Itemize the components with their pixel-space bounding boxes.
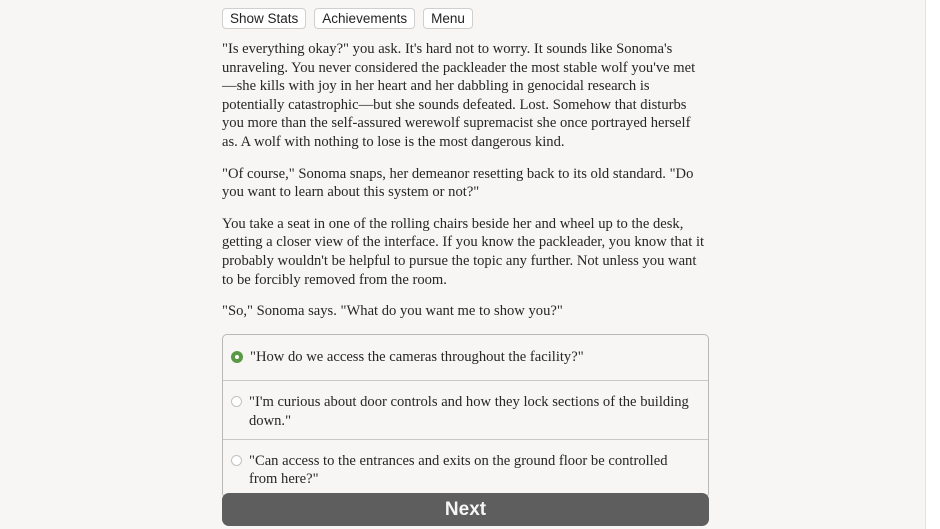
top-toolbar [222,8,709,30]
choice-list [222,334,709,498]
achievements-button[interactable]: Achievements [314,8,415,29]
story-paragraph: "So," Sonoma says. "What do you want me to show you?" [222,303,563,320]
choice-option-entrances[interactable] [223,439,708,497]
choice-option-door-controls[interactable] [223,380,708,438]
show-stats-button[interactable]: Show Stats [222,8,306,29]
radio-unselected-icon[interactable] [231,396,242,407]
story-paragraph: "Of course," Sonoma snaps, her demeanor resetting back to its old standard. "Do you want to learn about this system or not?" [222,165,694,201]
choice-label: "How do we access the cameras throughout the facility?" [250,348,584,365]
game-container [222,8,709,498]
radio-selected-icon[interactable] [231,351,243,363]
next-button[interactable]: Next [222,493,709,526]
story-text [222,40,709,321]
page-scrollbar[interactable] [925,0,940,529]
story-paragraph: "Is everything okay?" you ask. It's hard not to worry. It sounds like Sonoma's unraveling. You never considered the packleader the most stable wolf you've met—she kills with joy in her heart and her dabbling in genocidal research is potentially catastrophic—but she sounds defeated. Lost. Somehow that disturbs you more than the self-assured werewolf supremacist she once portrayed herself as. A wolf with nothing to lose is the most dangerous kind. [222,41,696,150]
choice-label: "Can access to the entrances and exits on the ground floor be controlled from here?" [249,452,668,488]
menu-button[interactable]: Menu [423,8,473,29]
choice-label: "I'm curious about door controls and how they lock sections of the building down." [249,394,689,429]
story-paragraph: You take a seat in one of the rolling chairs beside her and wheel up to the desk, getting a closer view of the interface. If you know the packleader, you know that it probably wouldn't be helpful to pursue the topic any further. Not unless you want to be forcibly removed from the room. [222,215,705,288]
radio-unselected-icon[interactable] [231,455,242,466]
choice-option-cameras[interactable] [223,335,708,381]
